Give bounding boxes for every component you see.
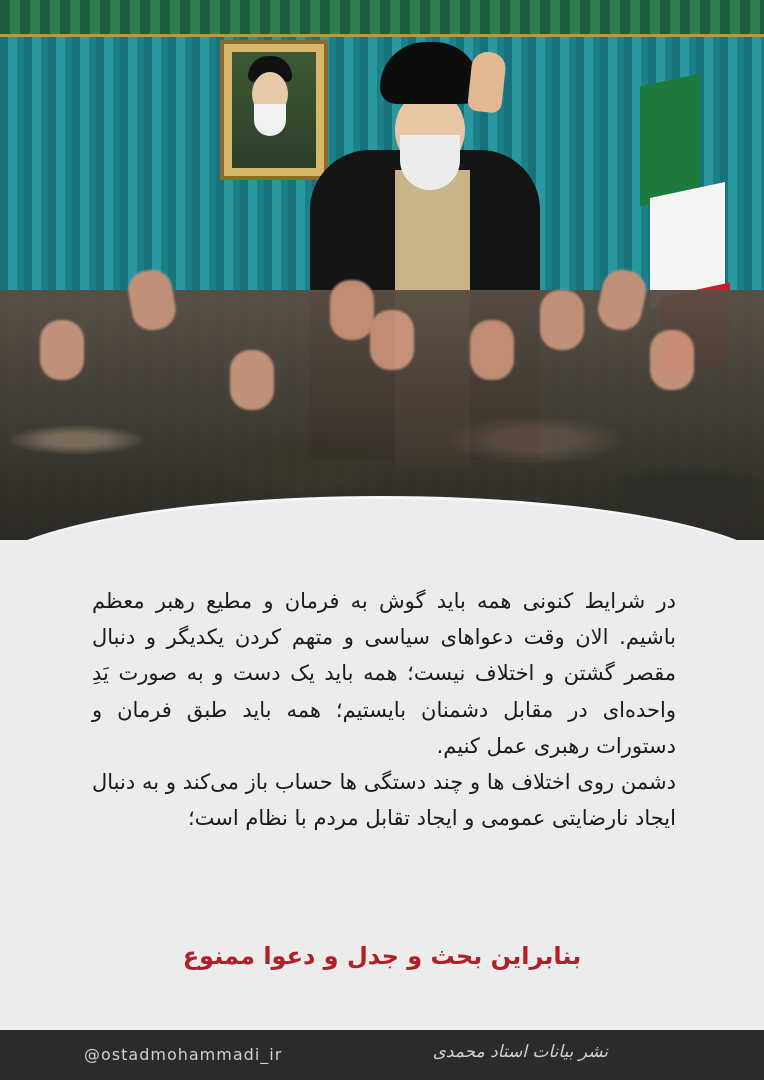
brand-signature: نشر بیانات استاد محمدی: [432, 1042, 608, 1062]
paragraph-2: دشمن روی اختلاف ها و چند دستگی ها حساب باز می‌کند و به دنبال ایجاد نارضایتی عمومی و ایجاد تقابل مردم با نظام است؛: [92, 770, 676, 831]
body-text: [92, 583, 676, 836]
footer: [0, 1030, 764, 1080]
paragraph-1: در شرایط کنونی همه باید گوش به فرمان و مطیع رهبر معظم باشیم. الان وقت دعواهای سیاسی و متهم کردن یکدیگر و دنبال مقصر گشتن و اختلاف نیست؛ همه باید یک دست و به صورت یَدِ واحده‌ای در مقابل دشمنان بایستیم؛ همه باید طبق فرمان و دستورات رهبری عمل کنیم.: [92, 589, 676, 758]
social-handle: @ostadmohammadi_ir: [84, 1045, 283, 1064]
ornamental-border: [0, 0, 764, 37]
highlight-text: بنابراین بحث و جدل و دعوا ممنوع: [182, 942, 582, 970]
